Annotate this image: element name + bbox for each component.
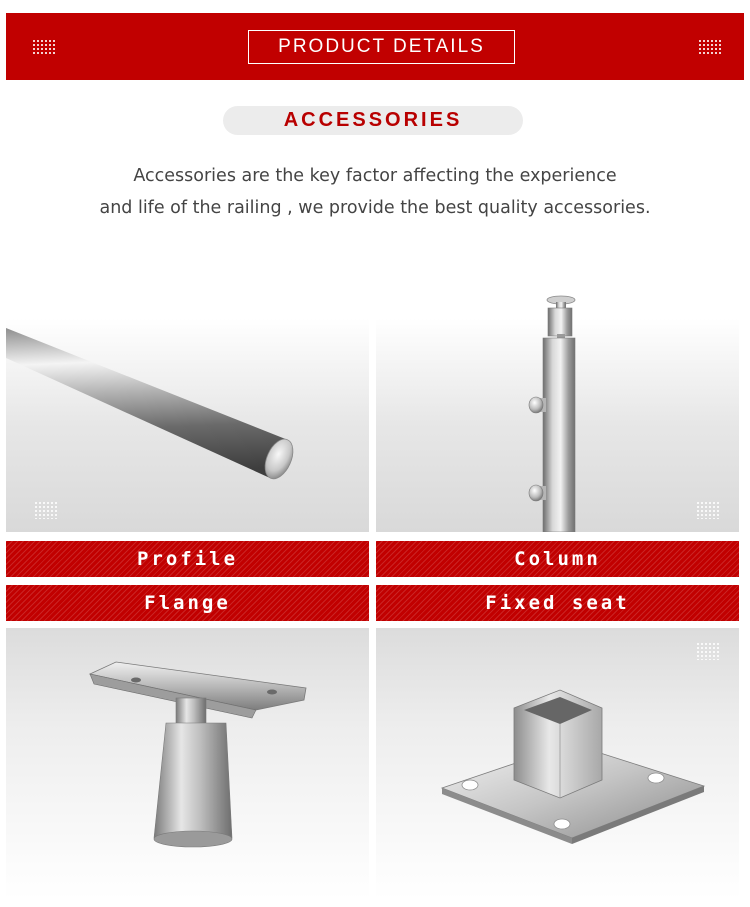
fixed-seat-label: Fixed seat [376,585,739,621]
intro-line: Accessories are the key factor affecting the experience [133,166,617,186]
intro-paragraph [40,160,710,224]
flange-image [6,628,369,900]
column-image [376,258,739,532]
page-title: PRODUCT DETAILS [248,30,515,64]
column-label: Column [376,541,739,577]
dot-grid-decoration [696,642,720,660]
dot-grid-decoration [696,501,720,519]
dot-grid-decoration [34,501,58,519]
dot-grid-decoration [698,39,722,55]
section-title: ACCESSORIES [223,106,523,135]
flange-label: Flange [6,585,369,621]
profile-label: Profile [6,541,369,577]
profile-image [6,258,369,532]
intro-line: and life of the railing , we provide the best quality accessories. [99,198,651,218]
header-banner [6,13,744,80]
dot-grid-decoration [32,39,56,55]
fixed-seat-image [376,628,739,900]
